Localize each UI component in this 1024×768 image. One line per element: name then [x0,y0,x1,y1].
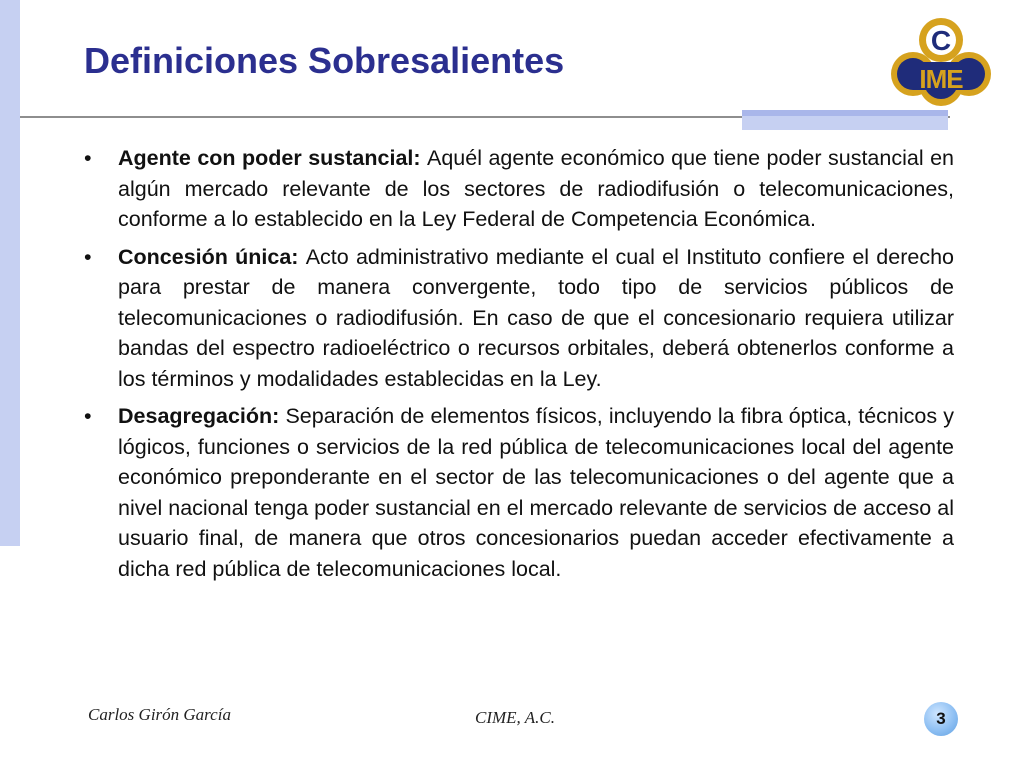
bullet-icon: • [84,146,92,170]
definition-term: Agente con poder sustancial: [118,146,427,170]
definition-item [84,242,954,395]
definition-text: Separación de elementos físicos, incluyendo la fibra óptica, técnicos y lógicos, funciones o servicios de la red pública de telecomunicaciones local del agente económico preponderante en el sector de las telecomunicaciones o del agente que a nivel nacional tenga poder sustancial en el mercado relevante de servicios de acceso al usuario final, de manera que otros concesionarios puedan acceder efectivamente a dicha red pública de telecomunicaciones local. [118,404,954,581]
slide-title: Definiciones Sobresalientes [84,40,565,81]
accent-bar-highlight [742,110,948,116]
definitions-list [84,143,954,591]
definition-text: Aquél agente económico que tiene poder sustancial en algún mercado relevante de los sectores de radiodifusión o telecomunicaciones, conforme a lo establecido en la Ley Federal de Competencia Económica. [118,146,954,231]
logo-letter-c: C [930,25,952,56]
definition-term: Desagregación: [118,404,286,428]
definition-item [84,401,954,584]
page-number-badge: 3 [924,702,958,736]
footer-organization: CIME, A.C. [475,708,555,727]
definition-term: Concesión única: [118,244,306,269]
logo-letters-ime: IME [919,64,963,94]
cime-logo [888,12,994,110]
footer-author: Carlos Girón García [88,705,231,724]
bullet-icon: • [84,404,92,428]
left-accent-bar [0,0,20,546]
definition-item [84,143,954,235]
bullet-icon: • [84,244,92,269]
definition-text: Acto administrativo mediante el cual el Instituto confiere el derecho para prestar de manera convergente, todo tipo de servicios públicos de telecomunicaciones o radiodifusión. En caso de que el concesionario requiera utilizar bandas del espectro radioeléctrico o recursos orbitales, deberá obtenerlos conforme a los términos y modalidades establecidas en la Ley. [118,244,954,391]
